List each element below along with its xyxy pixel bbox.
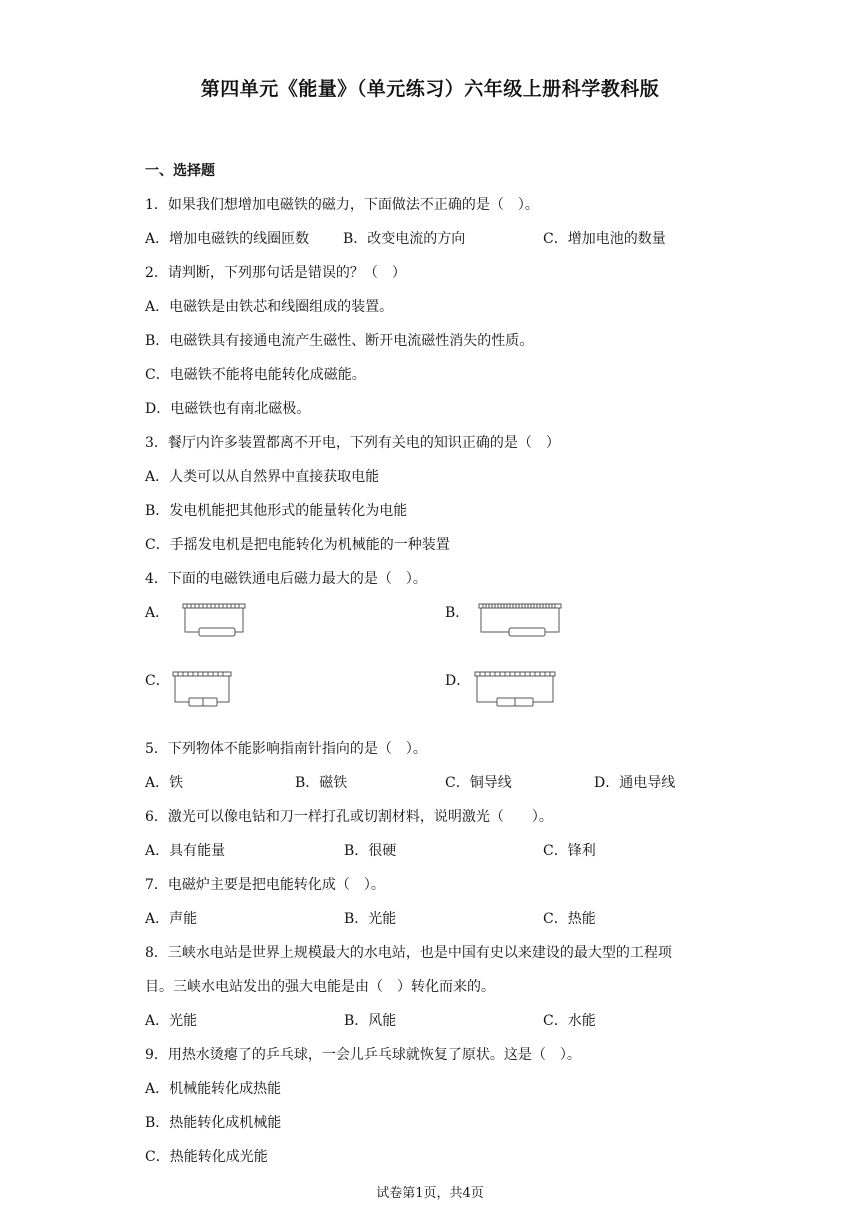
q7-stem: 7．电磁炉主要是把电能转化成（ ）。 <box>145 877 385 893</box>
q8-option-c: C．水能 <box>543 1013 596 1029</box>
q8-option-a: A．光能 <box>145 1013 198 1029</box>
q4-option-d: D． <box>445 673 471 689</box>
q4-option-b: B． <box>445 605 470 621</box>
q5-option-b: B．磁铁 <box>295 775 348 791</box>
q6-stem: 6．激光可以像电钻和刀一样打孔或切割材料，说明激光（ ）。 <box>145 809 553 825</box>
q9-option-c: C．热能转化成光能 <box>145 1149 268 1165</box>
q5-option-a: A．铁 <box>145 775 184 791</box>
q1-options <box>145 222 785 256</box>
q6-options <box>145 834 785 868</box>
q5-stem: 5．下列物体不能影响指南针指向的是（ ）。 <box>145 741 427 757</box>
q9-option-b: B．热能转化成机械能 <box>145 1115 282 1131</box>
electromagnet-circuit-a-image <box>179 600 259 644</box>
electromagnet-circuit-c-image <box>169 668 241 712</box>
q1-stem: 1．如果我们想增加电磁铁的磁力，下面做法不正确的是（ ）。 <box>145 197 539 213</box>
q6-option-c: C．锋利 <box>543 843 596 859</box>
q9-stem: 9．用热水烫瘪了的乒乓球，一会儿乒乓球就恢复了原状。这是（ ）。 <box>145 1047 581 1063</box>
q5-options <box>145 766 785 800</box>
q3-option-b: B．发电机能把其他形式的能量转化为电能 <box>145 503 408 519</box>
q2-option-a: A．电磁铁是由铁芯和线圈组成的装置。 <box>145 299 394 315</box>
q4-option-a: A． <box>145 605 170 621</box>
q1-option-a: A．增加电磁铁的线圈匝数 <box>145 231 310 247</box>
q2-option-b: B．电磁铁具有接通电流产生磁性、断开电流磁性消失的性质。 <box>145 333 534 349</box>
electromagnet-circuit-d-image <box>471 668 561 712</box>
q1-option-c: C．增加电池的数量 <box>543 231 666 247</box>
q4-figure-row-1 <box>145 596 785 664</box>
q8-stem-line-2: 目。三峡水电站发出的强大电能是由（ ）转化而来的。 <box>145 979 495 995</box>
q4-stem: 4．下面的电磁铁通电后磁力最大的是（ ）。 <box>145 571 427 587</box>
page-footer: 试卷第1页，共4页 <box>376 1186 484 1201</box>
q4-option-c: C． <box>145 673 170 689</box>
q9-option-a: A．机械能转化成热能 <box>145 1081 282 1097</box>
q2-stem: 2．请判断，下列那句话是错误的？（ ） <box>145 265 406 281</box>
q5-option-c: C．铜导线 <box>445 775 512 791</box>
section-heading: 一、选择题 <box>145 163 215 179</box>
q5-option-d: D．通电导线 <box>594 775 676 791</box>
q8-options <box>145 1004 785 1038</box>
q2-option-d: D．电磁铁也有南北磁极。 <box>145 401 311 417</box>
q6-option-a: A．具有能量 <box>145 843 226 859</box>
q3-stem: 3．餐厅内许多装置都离不开电，下列有关电的知识正确的是（ ） <box>145 435 560 451</box>
q3-option-a: A．人类可以从自然界中直接获取电能 <box>145 469 380 485</box>
q1-option-b: B．改变电流的方向 <box>343 231 466 247</box>
q3-option-c: C．手摇发电机是把电能转化为机械能的一种装置 <box>145 537 450 553</box>
q6-option-b: B．很硬 <box>344 843 397 859</box>
q7-option-c: C．热能 <box>543 911 596 927</box>
q7-option-a: A．声能 <box>145 911 198 927</box>
q4-figure-row-2 <box>145 664 785 732</box>
q7-option-b: B．光能 <box>344 911 397 927</box>
electromagnet-circuit-b-image <box>475 600 567 644</box>
q8-option-b: B．风能 <box>344 1013 397 1029</box>
q2-option-c: C．电磁铁不能将电能转化成磁能。 <box>145 367 366 383</box>
q7-options <box>145 902 785 936</box>
question-list <box>145 154 785 1174</box>
document-title: 第四单元《能量》（单元练习）六年级上册科学教科版 <box>200 78 660 100</box>
q8-stem-line-1: 8．三峡水电站是世界上规模最大的水电站，也是中国有史以来建设的最大型的工程项 <box>145 945 672 961</box>
